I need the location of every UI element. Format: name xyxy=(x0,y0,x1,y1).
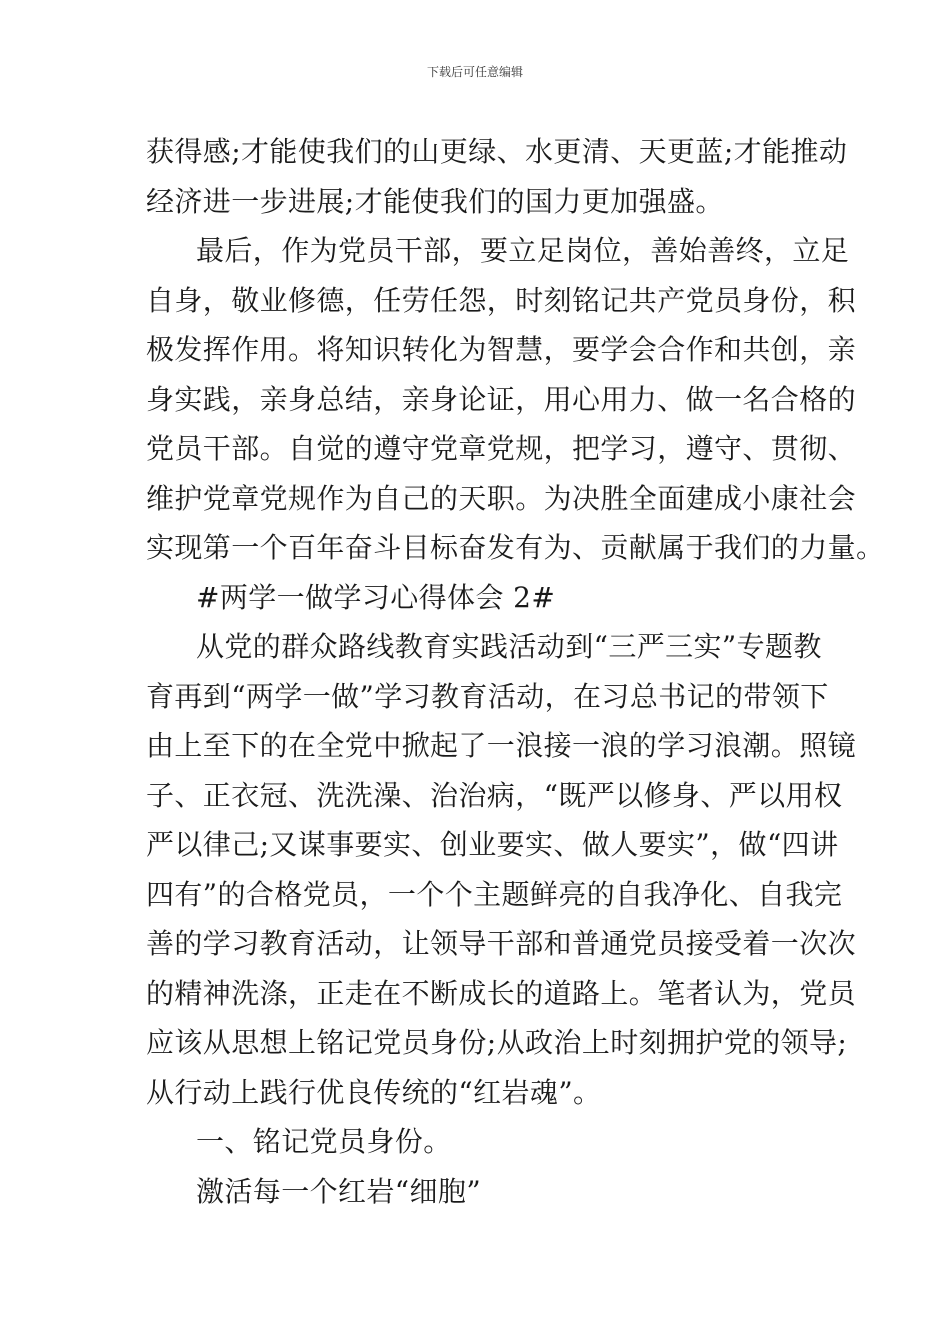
text-line: 最后，作为党员干部，要立足岗位，善始善终，立足 xyxy=(196,234,850,267)
text-line: 极发挥作用。将知识转化为智慧，要学会合作和共创，亲 xyxy=(146,333,857,366)
text-line: 的精神洗涤，正走在不断成长的道路上。笔者认为，党员 xyxy=(146,976,857,1010)
text-line: 从党的群众路线教育实践活动到“三严三实”专题教 xyxy=(196,630,822,663)
text-line: 党员干部。自觉的遵守党章党规，把学习，遵守、贯彻、 xyxy=(146,432,857,465)
text-line: 子、正衣冠、洗洗澡、治治病，“既严以修身、严以用权 xyxy=(146,778,843,812)
text-line: 严以律己;又谋事要实、创业要实、做人要实”，做“四讲 xyxy=(146,828,839,861)
text-line: #两学一做学习心得体会 2# xyxy=(196,580,556,614)
text-line: 四有”的合格党员，一个个主题鲜亮的自我净化、自我完 xyxy=(146,877,843,911)
text-line: 育再到“两学一做”学习教育活动，在习总书记的带领下 xyxy=(146,679,829,713)
text-line: 身实践，亲身总结，亲身论证，用心用力、做一名合格的 xyxy=(146,382,857,416)
text-line: 激活每一个红岩“细胞” xyxy=(196,1174,482,1208)
text-line: 维护党章党规作为自己的天职。为决胜全面建成小康社会 xyxy=(146,481,857,515)
document-body xyxy=(146,127,885,1216)
text-line: 从行动上践行优良传统的“红岩魂”。 xyxy=(146,1075,602,1109)
text-line: 实现第一个百年奋斗目标奋发有为、贡献属于我们的力量。 xyxy=(146,531,885,564)
text-line: 应该从思想上铭记党员身份;从政治上时刻拥护党的领导; xyxy=(146,1026,848,1059)
text-line: 善的学习教育活动，让领导干部和普通党员接受着一次次 xyxy=(146,927,857,960)
text-line: 自身，敬业修德，任劳任怨，时刻铭记共产党员身份，积 xyxy=(146,283,857,317)
page-header: 下载后可任意编辑 xyxy=(426,65,523,79)
text-line: 经济进一步进展;才能使我们的国力更加强盛。 xyxy=(146,184,724,218)
text-line: 由上至下的在全党中掀起了一浪接一浪的学习浪潮。照镜 xyxy=(146,729,857,762)
text-line: 一、铭记党员身份。 xyxy=(196,1125,452,1158)
text-line: 获得感;才能使我们的山更绿、水更清、天更蓝;才能推动 xyxy=(146,135,848,168)
